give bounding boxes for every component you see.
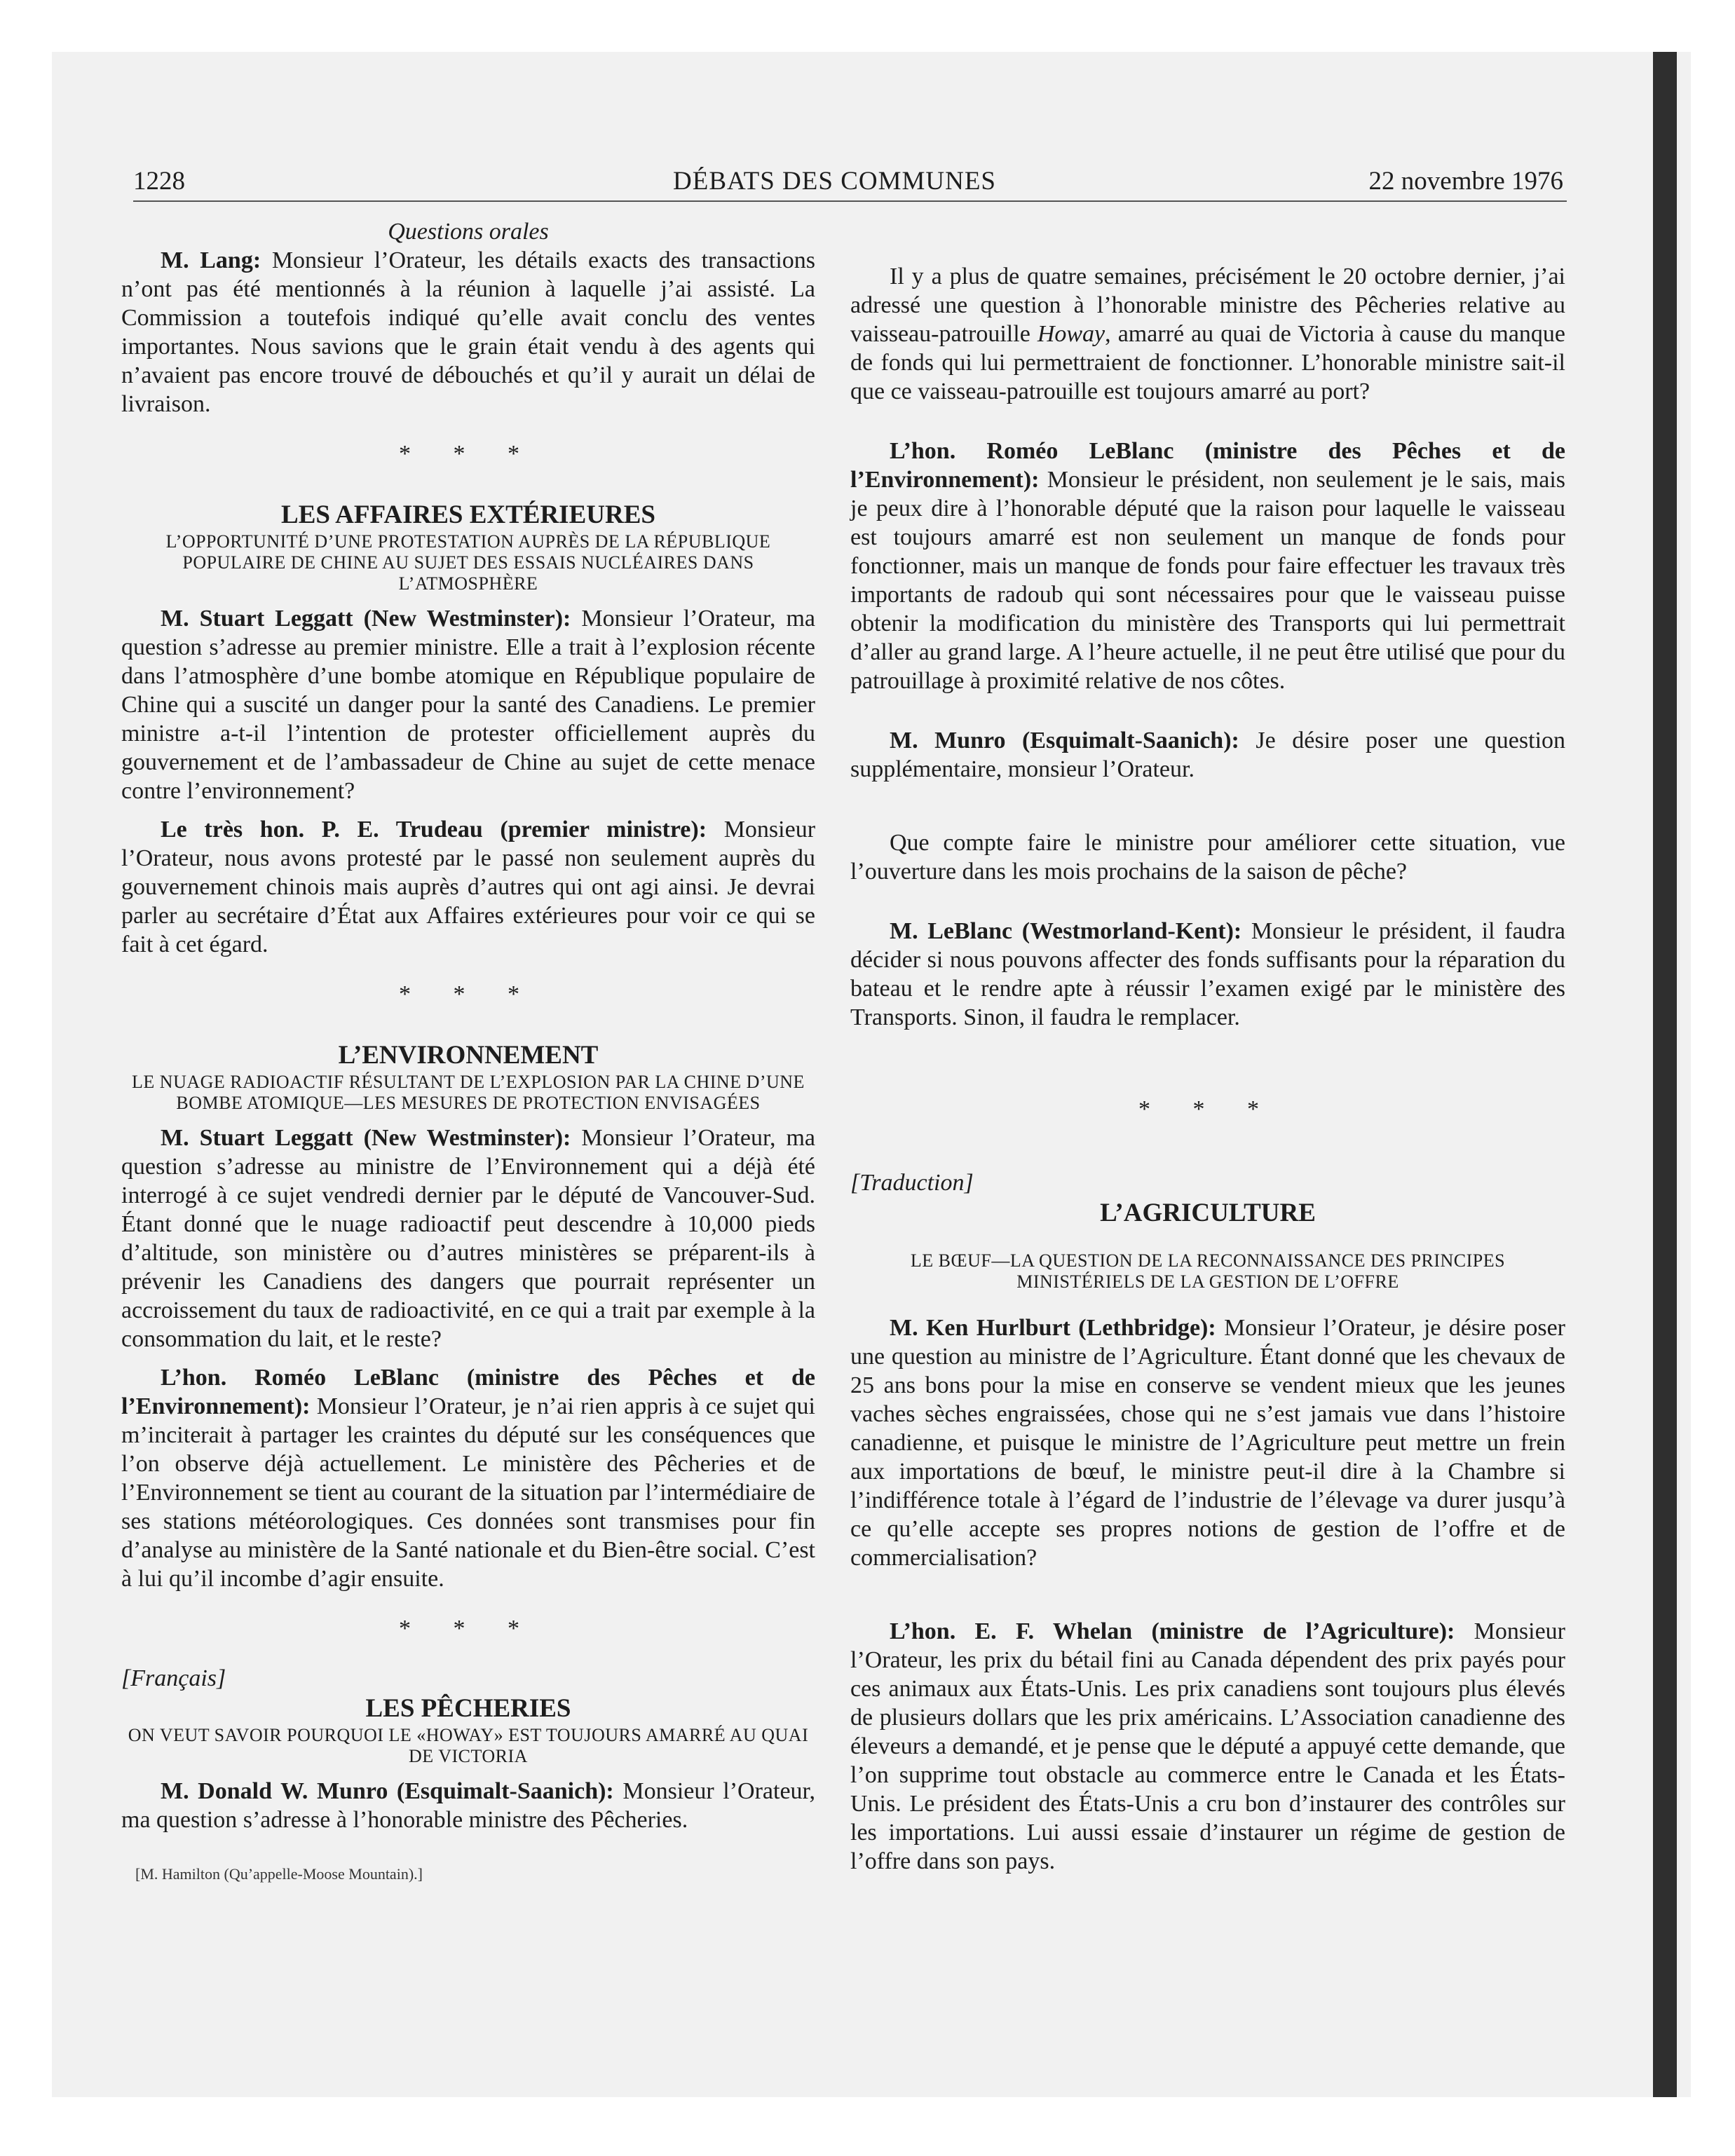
paragraph-text: Il y a plus de quatre semaines, précisément le 20 octobre dernier, j’ai adressé une question à l’honorable ministre des Pêcheries relative au vaisseau-patrouille [850, 264, 1565, 347]
paragraph-text: Monsieur l’Orateur, les détails exacts des transactions n’ont pas été mentionnés à la réunion à laquelle j’ai assisté. La Commission a toutefois indiqué qu’elle avait conclu des ventes importantes. Nous savions que le grain était vendu à des agents qui n’avaient pas encore trouvé de débouchés et qu’il y aurait un délai de livraison. [121, 247, 815, 417]
paragraph-text: Monsieur l’Orateur, les prix du bétail fini au Canada dépendent des prix payés pour ces animaux aux États-Unis. Les prix canadiens sont toujours plus élevés de plusieurs dollars que les prix américains. L’Association canadienne des éleveurs a demandé, et je pense que le député a appuyé cette demande, que l’on supprime tout obstacle au commerce entre le Canada et les États-Unis. Le président des États-Unis a cru bon d’instaurer des contrôles sur les importations. Lui aussi essaie d’instaurer un régime de gestion de l’offre dans son pays. [850, 1618, 1565, 1874]
paragraph-munro-2 [850, 726, 1565, 784]
right-column [850, 217, 1565, 1876]
section-label: Questions orales [388, 219, 549, 245]
header-rule [133, 200, 1567, 202]
paragraph-whelan [850, 1617, 1565, 1876]
paragraph-lang [121, 246, 815, 418]
speaker: M. Donald W. Munro (Esquimalt-Saanich): [161, 1778, 614, 1804]
section-subheading: LE NUAGE RADIOACTIF RÉSULTANT DE L’EXPLOSION PAR LA CHINE D’UNE BOMBE ATOMIQUE—LES MESURES DE PROTECTION ENVISAGÉES [132, 1072, 805, 1113]
section-separator: * * * [399, 441, 538, 467]
section-heading: L’ENVIRONNEMENT [338, 1041, 599, 1070]
vessel-name: Howay [1037, 321, 1105, 347]
paragraph-text: Monsieur l’Orateur, ma question s’adresse au premier ministre. Elle a trait à l’explosion récente dans l’atmosphère d’une bombe atomique en République populaire de Chine qui a suscité un danger pour la santé des Canadiens. Le premier ministre a-t-il l’intention de protester officiellement auprès du gouvernement et de l’ambassadeur de Chine au sujet de cette menace contre l’environnement? [121, 606, 815, 804]
running-title: DÉBATS DES COMMUNES [673, 167, 997, 196]
paragraph-leblanc-1 [121, 1363, 815, 1593]
speaker: L’hon. Roméo LeBlanc (ministre des Pêches et de l’Environnement): [121, 1365, 815, 1419]
paragraph-leggatt-2 [121, 1124, 815, 1353]
speaker: Le très hon. P. E. Trudeau (premier ministre): [161, 817, 707, 842]
scan-edge [1653, 52, 1677, 2097]
speaker: L’hon. E. F. Whelan (ministre de l’Agriculture): [890, 1618, 1455, 1644]
paragraph-munro-1 [121, 1777, 815, 1834]
footer-note: [M. Hamilton (Qu’appelle-Moose Mountain).] [135, 1865, 423, 1883]
paragraph-leblanc-2 [850, 437, 1565, 695]
speaker: M. LeBlanc (Westmorland-Kent): [890, 918, 1242, 944]
section-separator: * * * [1138, 1096, 1277, 1122]
speaker: M. Stuart Leggatt (New Westminster): [161, 606, 571, 632]
paragraph-text: Monsieur l’Orateur, ma question s’adresse à l’honorable ministre des Pêcheries. [121, 1778, 815, 1833]
speaker: M. Stuart Leggatt (New Westminster): [161, 1125, 571, 1151]
section-separator: * * * [399, 1616, 538, 1642]
language-tag: [Français] [121, 1665, 226, 1691]
language-tag: [Traduction] [850, 1170, 974, 1196]
page-date: 22 novembre 1976 [1368, 167, 1563, 196]
section-subheading: ON VEUT SAVOIR POURQUOI LE «HOWAY» EST TOUJOURS AMARRÉ AU QUAI DE VICTORIA [128, 1725, 809, 1766]
section-heading: L’AGRICULTURE [1100, 1199, 1316, 1227]
paragraph-leblanc-3 [850, 917, 1565, 1032]
paragraph-munro-3: Que compte faire le ministre pour améliorer cette situation, vue l’ouverture dans les mois prochains de la saison de pêche? [850, 830, 1565, 885]
page-number: 1228 [133, 167, 185, 196]
paragraph-trudeau [121, 815, 815, 959]
speaker: M. Ken Hurlburt (Lethbridge): [890, 1315, 1216, 1341]
section-subheading: L’OPPORTUNITÉ D’UNE PROTESTATION AUPRÈS DE LA RÉPUBLIQUE POPULAIRE DE CHINE AU SUJET DES ESSAIS NUCLÉAIRES DANS L’ATMOSPHÈRE [165, 531, 771, 594]
speaker: L’hon. Roméo LeBlanc (ministre des Pêches et de l’Environnement): [850, 438, 1565, 493]
paragraph-text: Monsieur l’Orateur, ma question s’adresse au ministre de l’Environnement qui a déjà été interrogé à ce sujet vendredi dernier par le député de Vancouver-Sud. Étant donné que le nuage radioactif peut descendre à 10,000 pieds d’altitude, son ministère ou d’autres ministères se préparent-ils à prévenir les Canadiens des dangers que pourrait représenter un accroissement du taux de radioactivité, en ce qui a trait par exemple à la consommation du lait, et le reste? [121, 1125, 815, 1352]
paragraph-text: Je désire poser une question supplémentaire, monsieur l’Orateur. [850, 728, 1566, 782]
paragraph-text: Monsieur l’Orateur, nous avons protesté par le passé non seulement auprès du gouvernement chinois mais auprès d’autres qui ont agi ainsi. Je devrai parler au secrétaire d’État aux Affaires extérieures pour voir ce qui se fait à cet égard. [121, 817, 816, 957]
left-column [121, 217, 815, 1883]
paragraph-text: Monsieur l’Orateur, je n’ai rien appris à ce sujet qui m’inciterait à partager les craintes du député sur les conséquences que l’on observe déjà actuellement. Le ministère des Pêcheries et de l’Environnement se tient au courant de la situation par l’intermédiaire de ses stations météorologiques. Ces données sont transmises pour fin d’analyse au ministère de la Santé nationale et du Bien-être social. C’est à lui qu’il incombe d’agir ensuite. [121, 1393, 815, 1592]
paragraph-text: Monsieur le président, non seulement je le sais, mais je peux dire à l’honorable député que la raison pour laquelle le vaisseau est toujours amarré est non seulement un manque de fonds pour fonctionner, mais un manque de fonds pour faire effectuer les travaux très importants de radoub qui sont nécessaires pour que le vaisseau puisse obtenir la modification du ministère des Transports qui lui permettrait d’aller au grand large. A l’heure actuelle, il ne peut être utilisé que pour du patrouillage à proximité relative de nos côtes. [850, 467, 1566, 694]
paragraph-munro-cont [850, 262, 1565, 406]
paragraph-leggatt-1 [121, 604, 815, 805]
section-heading: LES AFFAIRES EXTÉRIEURES [281, 500, 655, 529]
section-separator: * * * [399, 981, 538, 1007]
section-subheading: LE BŒUF—LA QUESTION DE LA RECONNAISSANCE DES PRINCIPES MINISTÉRIELS DE LA GESTION DE L’OFFRE [910, 1250, 1506, 1292]
paragraph-text: Monsieur l’Orateur, je désire poser une question au ministre de l’Agriculture. Étant donné que les chevaux de 25 ans bons pour la mise en conserve se vendent mieux que les jeunes vaches sèches engraissées, chose qui ne s’est jamais vue dans l’histoire canadienne, et puisque le ministre de l’Agriculture peut mettre un frein aux importations de bœuf, le ministre peut-il dire à la Chambre si l’indifférence totale à l’égard de l’industrie de l’élevage va durer jusqu’à ce qu’elle accepte ses propres notions de gestion de l’offre et de commercialisation? [850, 1315, 1565, 1571]
paragraph-hurlburt [850, 1314, 1565, 1572]
paragraph-text: Monsieur le président, il faudra décider si nous pouvons affecter des fonds suffisants pour la réparation du bateau et le rendre apte à réussir l’examen exigé par le ministère des Transports. Sinon, il faudra le remplacer. [850, 918, 1565, 1030]
speaker: M. Lang: [161, 247, 261, 273]
paragraph-text: , amarré au quai de Victoria à cause du manque de fonds qui lui permettraient de fonctionner. L’honorable ministre sait-il que ce vaisseau-patrouille est toujours amarré au port? [850, 321, 1565, 404]
section-heading: LES PÊCHERIES [365, 1694, 571, 1723]
speaker: M. Munro (Esquimalt-Saanich): [890, 728, 1239, 753]
